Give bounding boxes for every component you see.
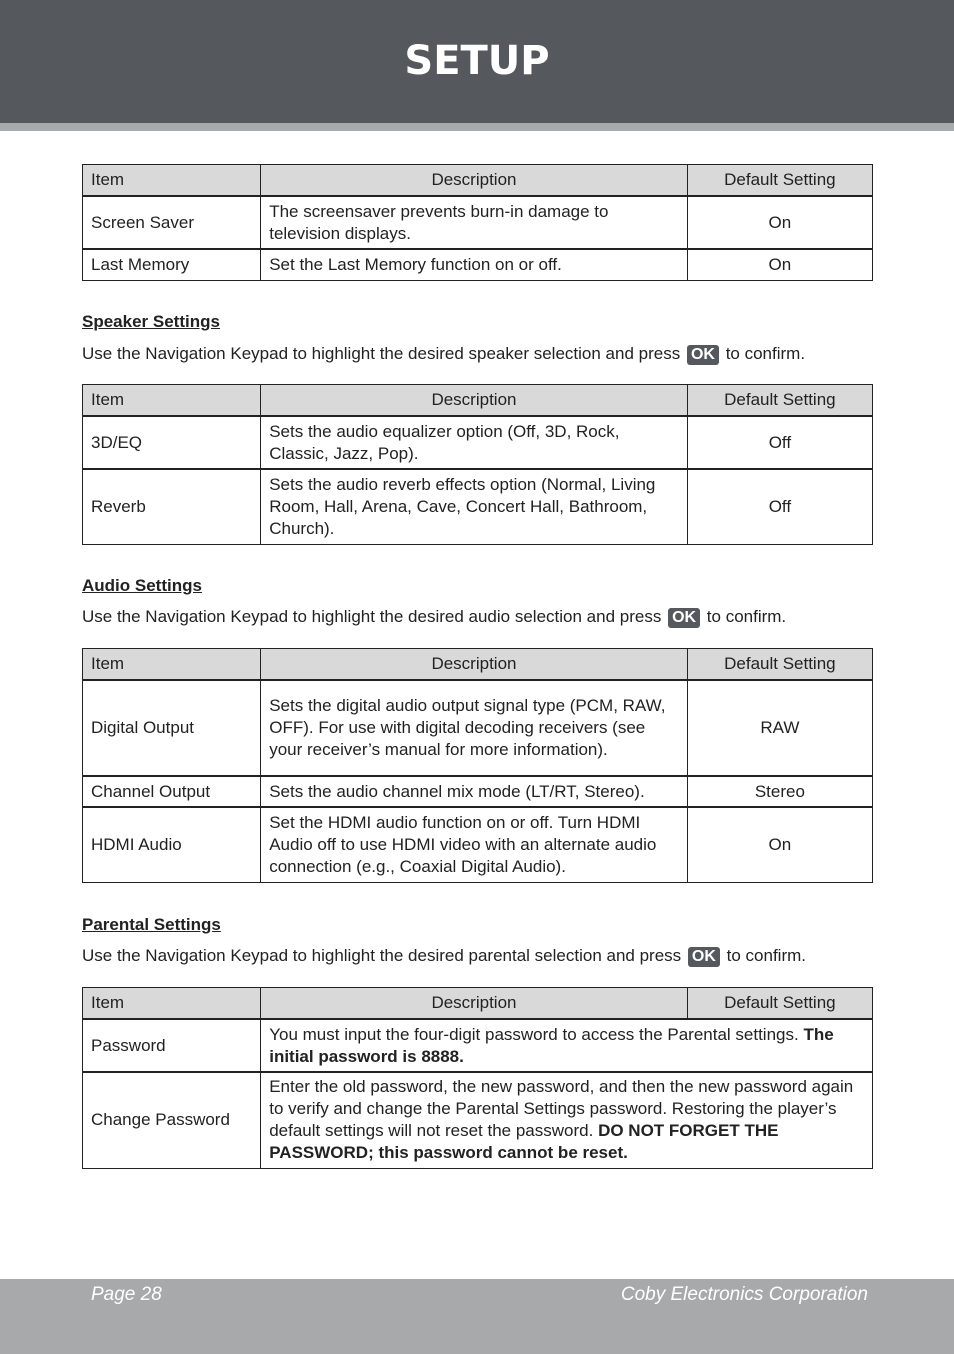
table-header-row [83,988,873,1020]
row-item: Digital Output [83,680,261,776]
speaker-intro [82,344,805,365]
column-item-header: Item [83,385,261,417]
column-description-header: Description [261,165,688,197]
row-description: The screensaver prevents burn-in damage to television displays. [261,196,688,249]
intro-text: Use the Navigation Keypad to highlight the desired audio selection and press [82,607,662,626]
column-description-header: Description [261,385,688,417]
row-item: 3D/EQ [83,416,261,469]
row-item: Change Password [83,1072,261,1168]
ok-button-icon: OK [687,345,719,365]
column-item-header: Item [83,649,261,681]
speaker-settings-heading: Speaker Settings [82,312,220,331]
column-description-header: Description [261,988,688,1020]
table-row [83,1019,873,1072]
description-text: You must input the four-digit password to access the Parental settings. [269,1024,799,1044]
row-description: Set the Last Memory function on or off. [261,249,688,280]
intro-text-end: to confirm. [725,344,806,363]
speaker-settings-table [82,384,873,545]
table-row [83,469,873,544]
row-description [261,1072,873,1168]
ok-button-icon: OK [668,608,700,628]
column-default-header: Default Setting [687,988,872,1020]
row-description: Sets the digital audio output signal type (PCM, RAW, OFF). For use with digital decoding receivers (see your receiver’s manual for more information). [261,680,688,776]
header-stripe [0,123,954,131]
parental-intro [82,946,806,967]
intro-text: Use the Navigation Keypad to highlight the desired speaker selection and press [82,344,681,363]
row-description: Sets the audio equalizer option (Off, 3D, Rock, Classic, Jazz, Pop). [261,416,688,469]
parental-settings-heading: Parental Settings [82,915,221,934]
parental-settings-table [82,987,873,1169]
description-bold-text: The initial password is 8888. [269,1024,834,1066]
table-header-row [83,649,873,681]
column-description-header: Description [261,649,688,681]
row-default: Off [687,416,872,469]
audio-settings-heading: Audio Settings [82,576,202,595]
table-row [83,416,873,469]
audio-settings-table [82,648,873,883]
table-row [83,196,873,249]
row-description: Sets the audio channel mix mode (LT/RT, Stereo). [261,776,688,807]
column-item-header: Item [83,165,261,197]
table-header-row [83,385,873,417]
row-description: Set the HDMI audio function on or off. Turn HDMI Audio off to use HDMI video with an alternate audio connection (e.g., Coaxial Digital Audio). [261,807,688,882]
column-item-header: Item [83,988,261,1020]
page-number: Page 28 [91,1284,162,1305]
table-header-row [83,165,873,197]
intro-text-end: to confirm. [706,607,787,626]
row-default: RAW [687,680,872,776]
row-description [261,1019,873,1072]
description-bold-text: DO NOT FORGET THE PASSWORD; this password cannot be reset. [269,1121,779,1163]
table-row [83,776,873,807]
column-default-header: Default Setting [687,385,872,417]
audio-intro [82,607,786,628]
row-item: Channel Output [83,776,261,807]
intro-text: Use the Navigation Keypad to highlight the desired parental selection and press [82,946,682,965]
row-default: On [687,807,872,882]
row-item: Last Memory [83,249,261,280]
table-row [83,680,873,776]
ok-button-icon: OK [688,947,720,967]
row-default: Stereo [687,776,872,807]
row-default: On [687,249,872,280]
description-text: Enter the old password, the new password, and then the new password again to verify and change the Parental Settings password. Restoring the player’s default settings will not reset the password. [269,1077,854,1141]
row-item: Password [83,1019,261,1072]
company-name: Coby Electronics Corporation [620,1284,868,1305]
column-default-header: Default Setting [687,649,872,681]
row-item: Reverb [83,469,261,544]
intro-text-end: to confirm. [726,946,806,965]
row-item: HDMI Audio [83,807,261,882]
row-default: Off [687,469,872,544]
row-item: Screen Saver [83,196,261,249]
table-row [83,807,873,882]
column-default-header: Default Setting [687,165,872,197]
page-title: SETUP [404,38,550,84]
row-default: On [687,196,872,249]
table-row [83,1072,873,1168]
table-row [83,249,873,280]
general-settings-table [82,164,873,281]
row-description: Sets the audio reverb effects option (Normal, Living Room, Hall, Arena, Cave, Concert Hall, Bathroom, Church). [261,469,688,544]
